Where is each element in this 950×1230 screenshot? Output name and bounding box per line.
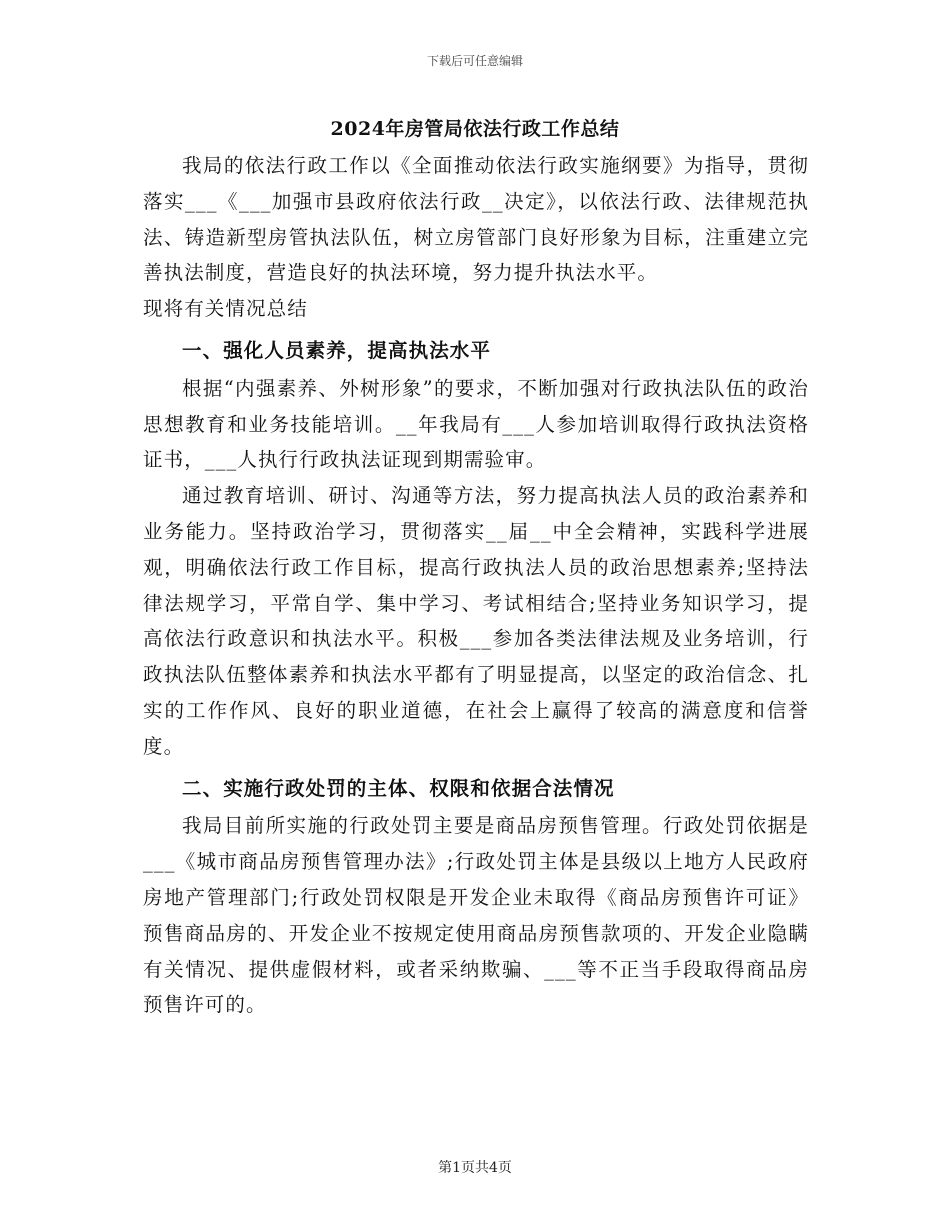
section2-paragraph-1: 我局目前所实施的行政处罚主要是商品房预售管理。行政处罚依据是___《城市商品房预售管理办法》;行政处罚主体是县级以上地方人民政府房地产管理部门;行政处罚权限是开发企业未取得《商品房预售许可证》预售商品房的、开发企业不按规定使用商品房预售款项的、开发企业隐瞒有关情况、提供虚假材料，或者采纳欺骗、___等不正当手段取得商品房预售许可的。 [143,814,809,1017]
page-footer-number: 第1页共4页 [438,1160,512,1176]
section1-paragraph-2: 通过教育培训、研讨、沟通等方法，努力提高执法人员的政治素养和业务能力。坚持政治学习，贯彻落实__届__中全会精神，实践科学进展观，明确依法行政工作目标，提高行政执法人员的政治思想素养;坚持法律法规学习，平常自学、集中学习、考试相结合;坚持业务知识学习，提高依法行政意识和执法水平。积极___参加各类法律法规及业务培训，行政执法队伍整体素养和执法水平都有了明显提高，以坚定的政治信念、扎实的工作作风、良好的职业道德，在社会上赢得了较高的满意度和信誉度。 [143,484,809,758]
document-body [143,148,809,1023]
page-header-note: 下载后可任意编辑 [426,54,523,68]
section2-heading: 二、实施行政处罚的主体、权限和依据合法情况 [182,776,615,800]
section1-paragraph-1: 根据“内强素养、外树形象”的要求，不断加强对行政执法队伍的政治思想教育和业务技能培训。__年我局有___人参加培训取得行政执法资格证书，___人执行行政执法证现到期需验审。 [143,376,809,472]
section1-heading: 一、强化人员素养，提高执法水平 [182,338,492,362]
intro-paragraph: 我局的依法行政工作以《全面推动依法行政实施纲要》为指导，贯彻落实___《___加强市县政府依法行政__决定》，以依法行政、法律规范执法、铸造新型房管执法队伍，树立房管部门良好形象为目标，注重建立完善执法制度，营造良好的执法环境，努力提升执法水平。 [143,154,809,285]
intro-tail: 现将有关情况总结 [143,297,308,321]
document-title: 2024年房管局依法行政工作总结 [330,118,620,140]
